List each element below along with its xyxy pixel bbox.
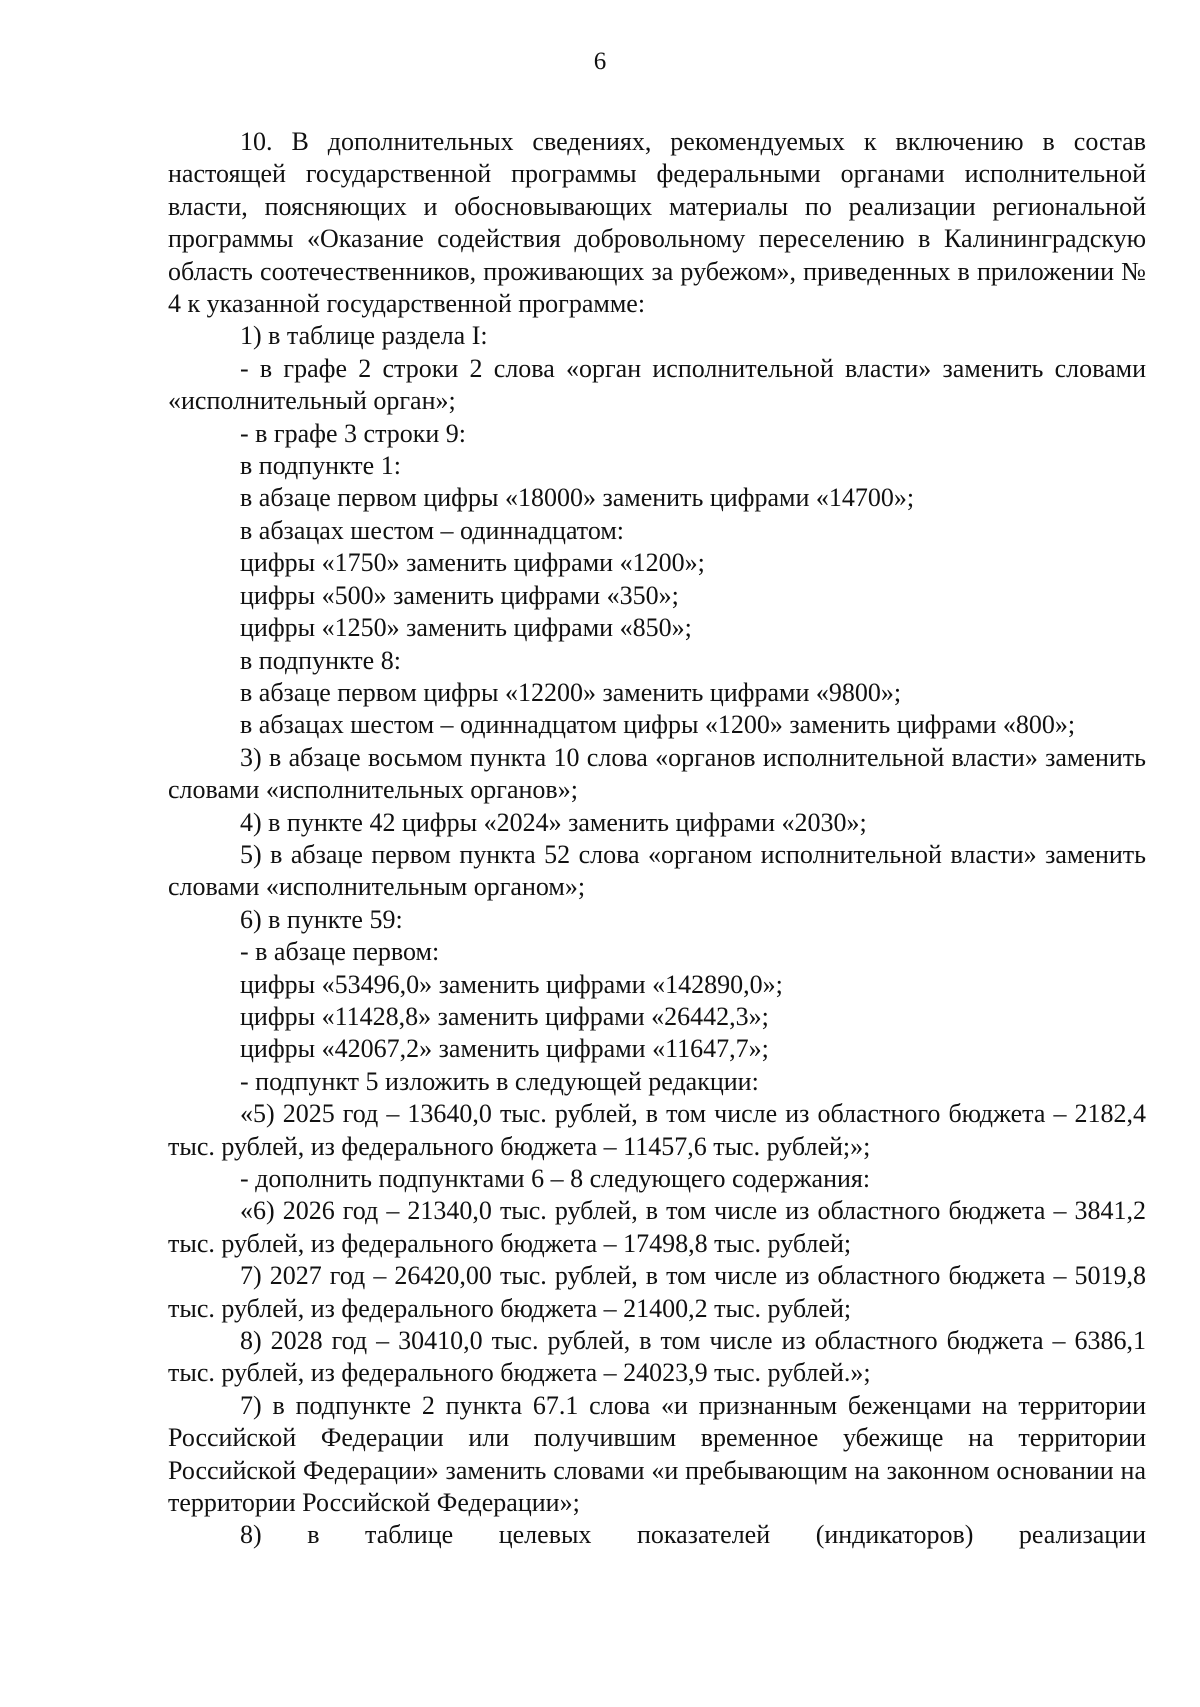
paragraph-subitem-8: 8) в таблице целевых показателей (индикаторов) реализации [240, 1520, 1146, 1550]
paragraph-subpoint-8: в подпункте 8: [240, 645, 401, 675]
document-body [168, 126, 1146, 1552]
paragraph-first-para-18000: в абзаце первом цифры «18000» заменить цифрами «14700»; [240, 483, 915, 513]
paragraph-year-2028: 8) 2028 год – 30410,0 тыс. рублей, в том числе из областного бюджета – 6386,1 тыс. рублей, из федерального бюджета – 24023,9 тыс. рублей.»; [168, 1326, 1146, 1388]
paragraph-year-2026: «6) 2026 год – 21340,0 тыс. рублей, в том числе из областного бюджета – 3841,2 тыс. рублей, из федерального бюджета – 17498,8 тыс. рублей; [168, 1196, 1146, 1258]
paragraph-year-2025: «5) 2025 год – 13640,0 тыс. рублей, в том числе из областного бюджета – 2182,4 тыс. рублей, из федерального бюджета – 11457,6 тыс. рублей;»; [168, 1099, 1146, 1161]
paragraph-first-para: - в абзаце первом: [240, 937, 440, 967]
paragraph-column-3-row-9: - в графе 3 строки 9: [240, 418, 467, 448]
page-number: 6 [593, 48, 607, 75]
paragraph-1750: цифры «1750» заменить цифрами «1200»; [240, 548, 705, 578]
paragraph-first-para-12200: в абзаце первом цифры «12200» заменить цифрами «9800»; [240, 677, 902, 707]
paragraph-subpoint-1: в подпункте 1: [240, 451, 401, 481]
paragraph-year-2027: 7) 2027 год – 26420,00 тыс. рублей, в том числе из областного бюджета – 5019,8 тыс. рублей, из федерального бюджета – 21400,2 тыс. рублей; [168, 1261, 1146, 1323]
paragraph-column-2-row-2: - в графе 2 строки 2 слова «орган исполнительной власти» заменить словами «исполнительный орган»; [168, 353, 1146, 416]
paragraph-500: цифры «500» заменить цифрами «350»; [240, 580, 679, 610]
paragraph-item-10-intro: 10. В дополнительных сведениях, рекомендуемых к включению в состав настоящей государственной программы федеральными органами исполнительной власти, поясняющих и обосновывающих материалы по реализации региональной программы «Оказание содействия добровольному переселению в Калининградскую область соотечественников, проживающих за рубежом», приведенных в приложении № 4 к указанной государственной программе: [168, 127, 1146, 319]
paragraph-subitem-1: 1) в таблице раздела I: [240, 321, 488, 351]
paragraph-42067: цифры «42067,2» заменить цифрами «11647,7»; [240, 1034, 769, 1064]
paragraph-subitem-7: 7) в подпункте 2 пункта 67.1 слова «и признанным беженцами на территории Российской Федерации или получившим временное убежище на территории Российской Федерации» заменить словами «и пребывающим на законном основании на территории Российской Федерации»; [168, 1390, 1146, 1518]
paragraph-53496: цифры «53496,0» заменить цифрами «142890,0»; [240, 969, 783, 999]
paragraph-add-subpoints: - дополнить подпунктами 6 – 8 следующего содержания: [240, 1164, 871, 1193]
paragraph-11428: цифры «11428,8» заменить цифрами «26442,3»; [240, 1001, 769, 1031]
paragraph-subitem-6: 6) в пункте 59: [240, 904, 403, 934]
paragraph-subitem-3: 3) в абзаце восьмом пункта 10 слова «органов исполнительной власти» заменить словами «исполнительных органов»; [168, 742, 1146, 805]
paragraph-subpoint-5-wording: - подпункт 5 изложить в следующей редакции: [240, 1066, 759, 1096]
paragraph-sixth-eleventh: в абзацах шестом – одиннадцатом: [240, 515, 625, 545]
paragraph-subitem-5: 5) в абзаце первом пункта 52 слова «органом исполнительной власти» заменить словами «исполнительным органом»; [168, 839, 1146, 902]
paragraph-1250: цифры «1250» заменить цифрами «850»; [240, 613, 692, 643]
paragraph-sixth-eleventh-1200: в абзацах шестом – одиннадцатом цифры «1200» заменить цифрами «800»; [240, 710, 1076, 740]
paragraph-subitem-4: 4) в пункте 42 цифры «2024» заменить цифрами «2030»; [240, 807, 867, 837]
